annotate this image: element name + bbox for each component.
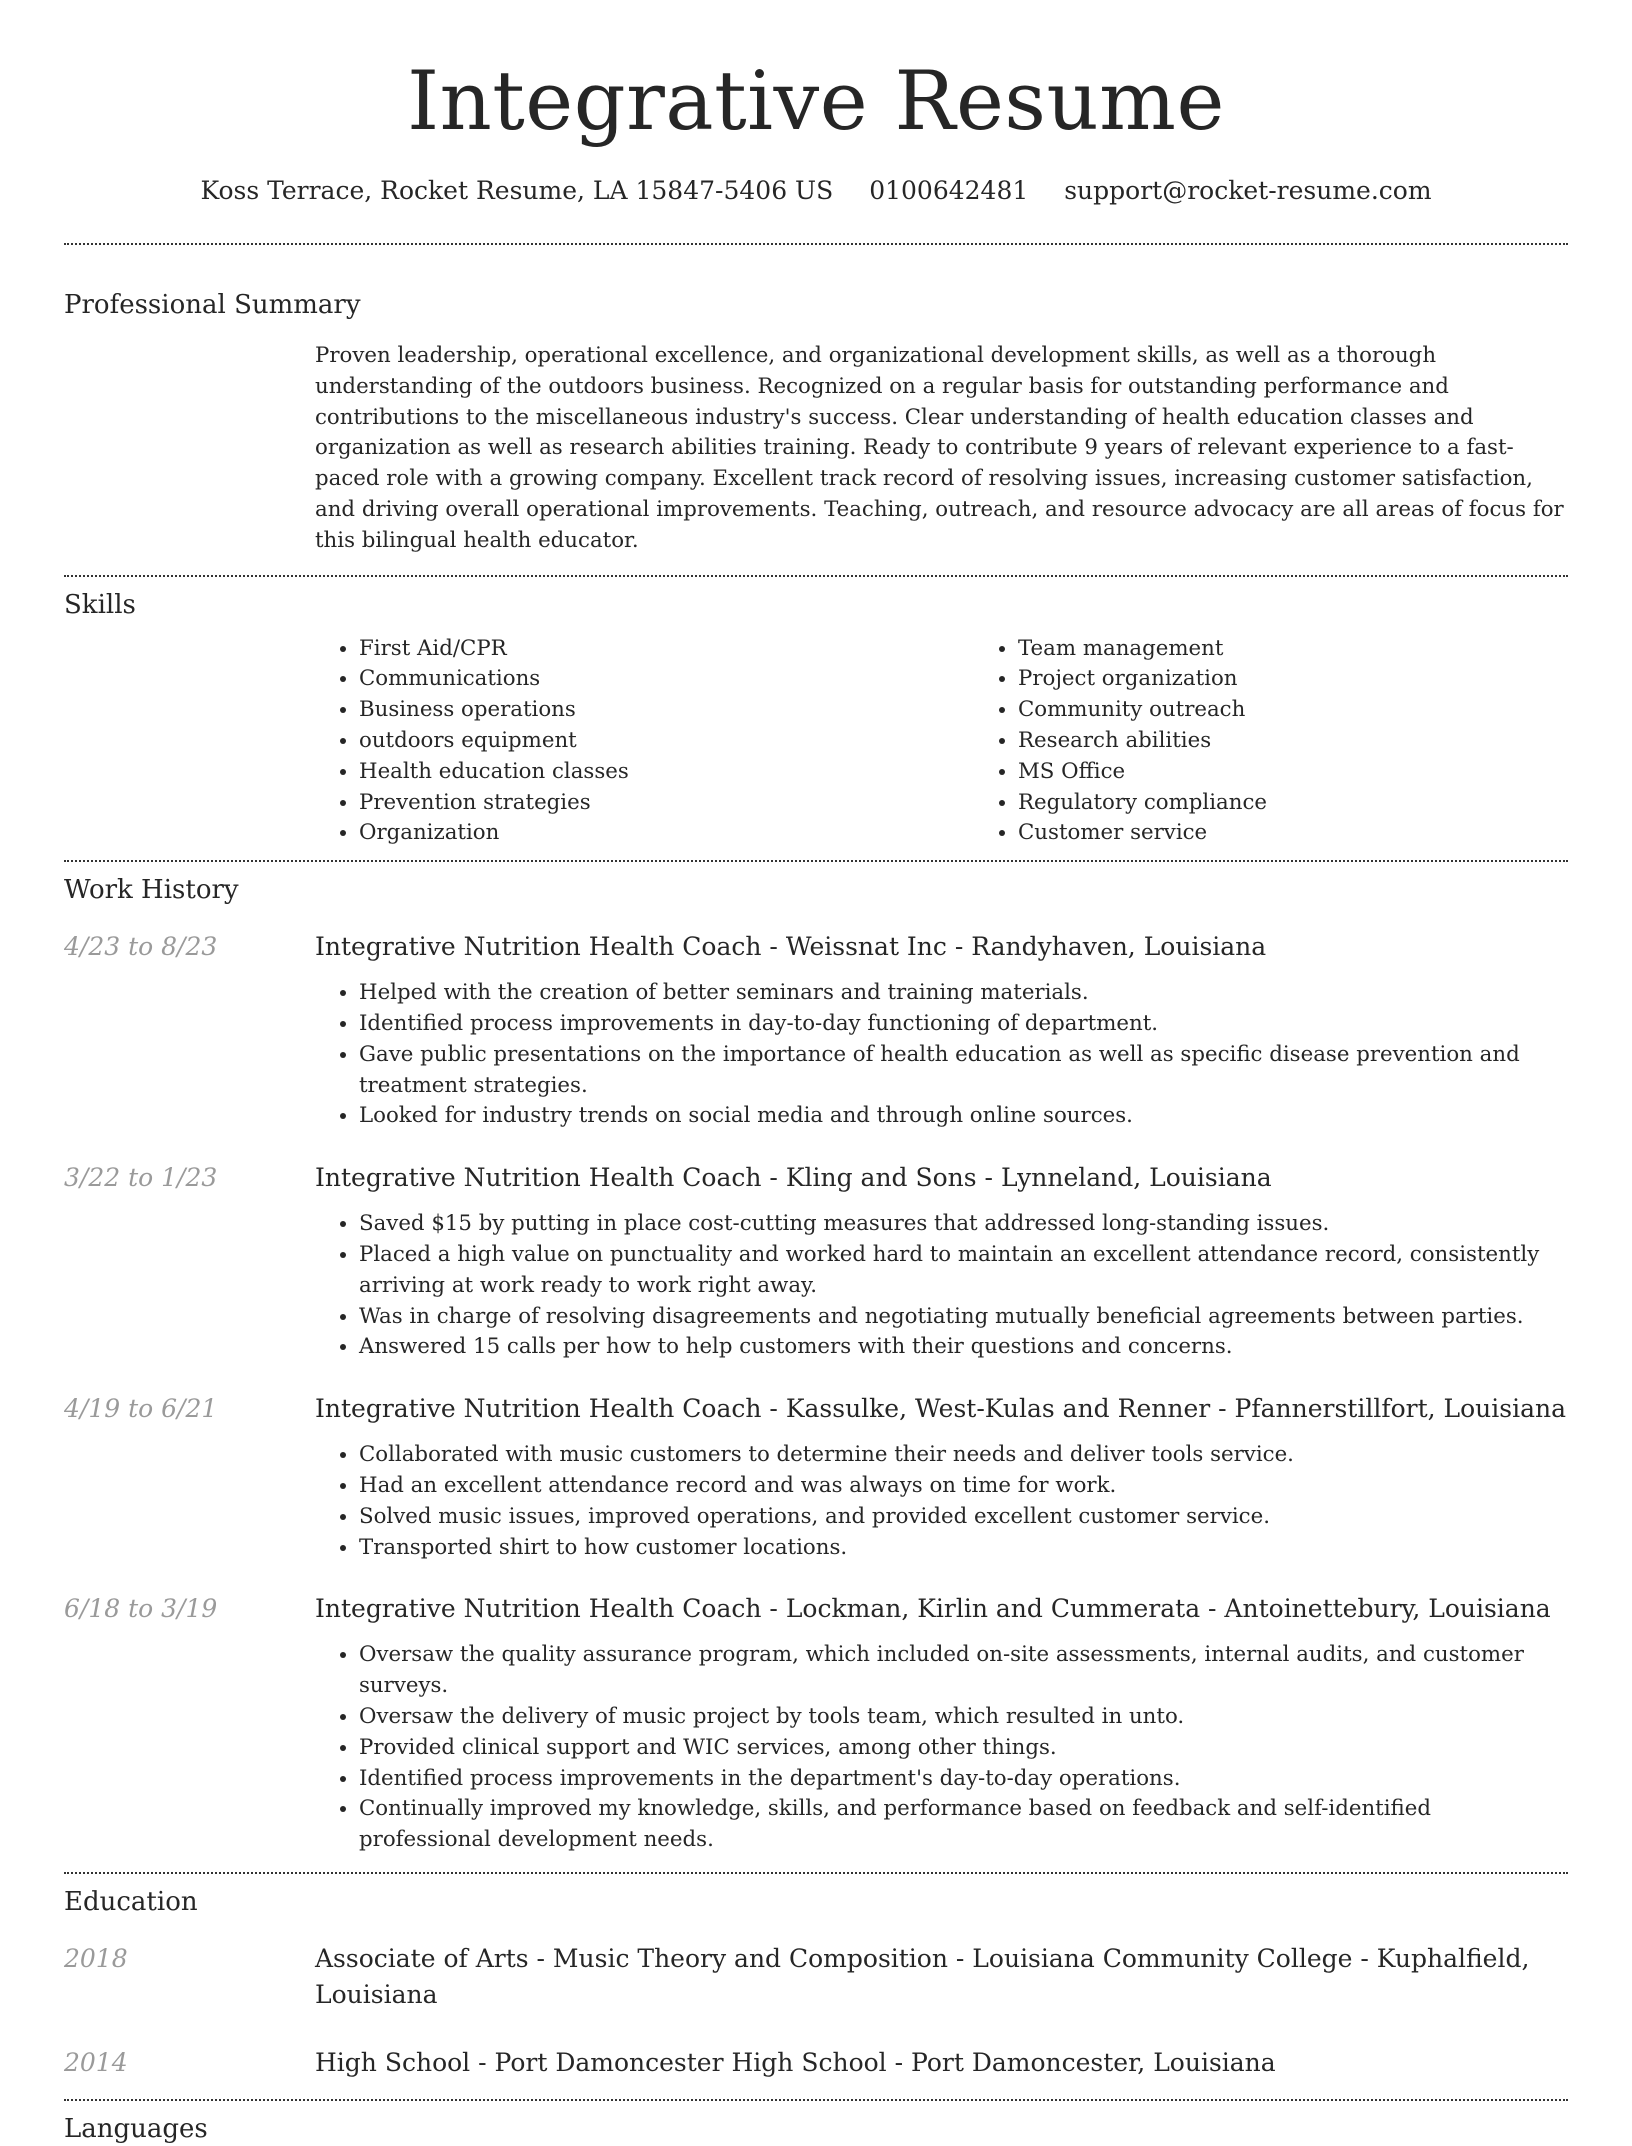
job-title: Integrative Nutrition Health Coach bbox=[315, 1163, 762, 1193]
summary-section bbox=[64, 288, 1568, 557]
skill-item: • Project organization bbox=[1018, 664, 1632, 695]
education-heading: Education bbox=[64, 1886, 198, 1917]
education-school: - Louisiana Community College - Kuphalfield, Louisiana bbox=[315, 1943, 1530, 2009]
job-bullet: • Was in charge of resolving disagreements and negotiating mutually beneficial agreements between parties. bbox=[359, 1302, 1568, 1333]
skills-heading: Skills bbox=[64, 589, 136, 620]
job-heading bbox=[315, 1591, 1568, 1627]
skill-item: • Research abilities bbox=[1018, 726, 1632, 757]
job-bullets bbox=[315, 1209, 1568, 1363]
job-employer: - Kassulke, West-Kulas and Renner - Pfannerstillfort, Louisiana bbox=[761, 1394, 1567, 1424]
job-bullet: • Oversaw the delivery of music project by tools team, which resulted in unto. bbox=[359, 1702, 1568, 1733]
job-bullet: • Identified process improvements in the department's day-to-day operations. bbox=[359, 1764, 1568, 1795]
skill-item: • Business operations bbox=[359, 695, 974, 726]
skills-section bbox=[64, 588, 1568, 850]
job-dates: 6/18 to 3/19 bbox=[64, 1594, 218, 1624]
job-employer: - Kling and Sons - Lynneland, Louisiana bbox=[761, 1163, 1272, 1193]
job-bullets bbox=[315, 1440, 1568, 1563]
job-employer: - Lockman, Kirlin and Cummerata - Antoinettebury, Louisiana bbox=[761, 1594, 1551, 1624]
job-bullet: • Oversaw the quality assurance program, which included on-site assessments, internal audits, and customer surveys. bbox=[359, 1640, 1568, 1702]
education-section bbox=[64, 1885, 1568, 2081]
skill-item: • MS Office bbox=[1018, 757, 1632, 788]
resume-title: Integrative Resume bbox=[407, 55, 1225, 149]
contact-address: Koss Terrace, Rocket Resume, LA 15847-5406 US bbox=[200, 176, 834, 205]
job-title: Integrative Nutrition Health Coach bbox=[315, 932, 762, 962]
skill-item: • Regulatory compliance bbox=[1018, 788, 1632, 819]
skills-list-left bbox=[315, 634, 974, 850]
summary-text: Proven leadership, operational excellence, and organizational development skills, as well as a thorough understanding of the outdoors business. Recognized on a regular basis for outstanding performance and contributions to the miscellaneous industry's success. Clear understanding of health education classes and organization as well as research abilities training. Ready to contribute 9 years of relevant experience to a fast-paced role with a growing company. Excellent track record of resolving issues, increasing customer satisfaction, and driving overall operational improvements. Teaching, outreach, and resource advocacy are all areas of focus for this bilingual health educator. bbox=[315, 343, 1564, 553]
job-bullet: • Placed a high value on punctuality and worked hard to maintain an excellent attendance record, consistently arriving at work ready to work right away. bbox=[359, 1240, 1568, 1302]
job-employer: - Weissnat Inc - Randyhaven, Louisiana bbox=[761, 932, 1267, 962]
job-bullets bbox=[315, 1640, 1568, 1856]
job-bullet: • Helped with the creation of better seminars and training materials. bbox=[359, 978, 1568, 1009]
section-divider bbox=[64, 575, 1568, 577]
education-year: 2014 bbox=[64, 2047, 128, 2077]
languages-heading: Languages bbox=[64, 2113, 208, 2144]
job-entry bbox=[64, 1160, 1568, 1363]
job-heading bbox=[315, 929, 1568, 965]
skills-list-right bbox=[974, 634, 1632, 850]
job-bullets bbox=[315, 978, 1568, 1132]
skill-item: • outdoors equipment bbox=[359, 726, 974, 757]
section-divider bbox=[64, 860, 1568, 862]
job-bullet: • Gave public presentations on the importance of health education as well as specific disease prevention and treatment strategies. bbox=[359, 1040, 1568, 1102]
job-bullet: • Collaborated with music customers to determine their needs and deliver tools service. bbox=[359, 1440, 1568, 1471]
job-bullet: • Had an excellent attendance record and was always on time for work. bbox=[359, 1471, 1568, 1502]
contact-email[interactable]: support@rocket-resume.com bbox=[1064, 176, 1432, 205]
job-bullet: • Transported shirt to how customer locations. bbox=[359, 1533, 1568, 1564]
education-degree: High School bbox=[315, 2047, 471, 2077]
education-entry bbox=[64, 1941, 1568, 2013]
job-heading bbox=[315, 1160, 1568, 1196]
job-bullet: • Saved $15 by putting in place cost-cutting measures that addressed long-standing issues. bbox=[359, 1209, 1568, 1240]
job-entry bbox=[64, 929, 1568, 1132]
job-entry bbox=[64, 1591, 1568, 1856]
education-year: 2018 bbox=[64, 1943, 128, 1973]
section-divider bbox=[64, 2099, 1568, 2101]
job-title: Integrative Nutrition Health Coach bbox=[315, 1594, 762, 1624]
skill-item: • Communications bbox=[359, 664, 974, 695]
work-history-heading: Work History bbox=[64, 875, 239, 906]
job-bullet: • Identified process improvements in day-to-day functioning of department. bbox=[359, 1009, 1568, 1040]
education-degree: Associate of Arts - Music Theory and Composition bbox=[315, 1943, 948, 1973]
summary-heading: Professional Summary bbox=[64, 290, 361, 320]
skill-item: • Prevention strategies bbox=[359, 788, 974, 819]
skill-item: • Organization bbox=[359, 818, 974, 849]
section-divider bbox=[64, 243, 1568, 245]
work-history-section bbox=[64, 873, 1568, 1856]
contact-phone: 0100642481 bbox=[869, 176, 1029, 205]
job-dates: 4/23 to 8/23 bbox=[64, 932, 218, 962]
job-bullet: • Answered 15 calls per how to help customers with their questions and concerns. bbox=[359, 1332, 1568, 1363]
skill-item: • First Aid/CPR bbox=[359, 634, 974, 665]
education-entry bbox=[64, 2045, 1568, 2081]
job-entry bbox=[64, 1391, 1568, 1563]
job-bullet: • Solved music issues, improved operations, and provided excellent customer service. bbox=[359, 1502, 1568, 1533]
job-bullet: • Provided clinical support and WIC services, among other things. bbox=[359, 1733, 1568, 1764]
job-heading bbox=[315, 1391, 1568, 1427]
job-bullet: • Looked for industry trends on social media and through online sources. bbox=[359, 1101, 1568, 1132]
job-dates: 4/19 to 6/21 bbox=[64, 1394, 218, 1424]
skill-item: • Customer service bbox=[1018, 818, 1632, 849]
skill-item: • Community outreach bbox=[1018, 695, 1632, 726]
section-divider bbox=[64, 1872, 1568, 1874]
skill-item: • Health education classes bbox=[359, 757, 974, 788]
education-school: - Port Damoncester High School - Port Damoncester, Louisiana bbox=[470, 2047, 1276, 2077]
contact-line bbox=[64, 174, 1568, 208]
resume-page bbox=[64, 0, 1568, 2146]
job-title: Integrative Nutrition Health Coach bbox=[315, 1394, 762, 1424]
education-heading-line bbox=[315, 1941, 1568, 2013]
job-dates: 3/22 to 1/23 bbox=[64, 1163, 218, 1193]
skill-item: • Team management bbox=[1018, 634, 1632, 665]
education-heading-line bbox=[315, 2045, 1568, 2081]
job-bullet: • Continually improved my knowledge, skills, and performance based on feedback and self-identified professional development needs. bbox=[359, 1794, 1568, 1856]
